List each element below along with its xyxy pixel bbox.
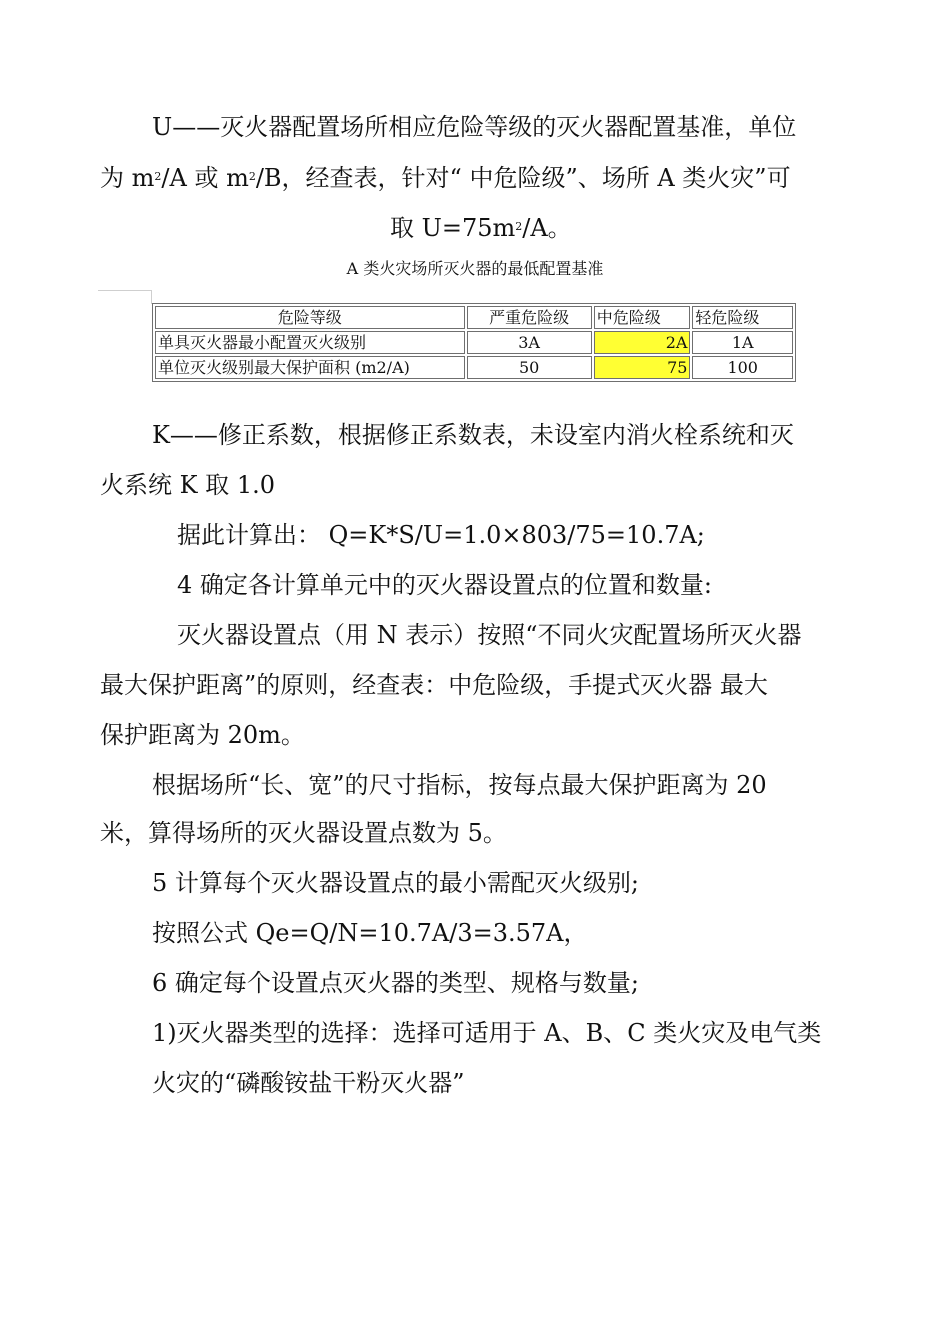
table-cell: 50 <box>467 356 592 379</box>
u2-part-a: 为 m <box>100 164 155 192</box>
highlighted-cell: 2A <box>594 331 691 354</box>
u2-part-b: /A 或 m <box>161 164 249 192</box>
table-corner-mark <box>151 290 152 304</box>
highlighted-cell: 75 <box>594 356 691 379</box>
paragraph-n-line3: 保护距离为 20m。 <box>100 721 305 749</box>
config-baseline-table <box>152 303 796 382</box>
paragraph-type-line1: 1)灭火器类型的选择：选择可适用于 A、B、C 类火灾及电气类 <box>152 1019 822 1047</box>
table-row <box>155 356 793 379</box>
table-cell: 100 <box>692 356 793 379</box>
header-cell: 危险等级 <box>155 306 465 329</box>
u3-part-b: /A。 <box>522 214 572 242</box>
table-cell: 单位灭火级别最大保护面积 (m2/A) <box>155 356 465 379</box>
step-4: 4 确定各计算单元中的灭火器设置点的位置和数量: <box>177 571 712 599</box>
superscript-2: 2 <box>154 170 162 183</box>
qe-formula: 按照公式 Qe=Q/N=10.7A/3=3.57A， <box>152 919 588 947</box>
paragraph-r-line1: 根据场所“长、宽”的尺寸指标，按每点最大保护距离为 20 <box>152 771 767 799</box>
superscript-2: 2 <box>515 220 523 233</box>
u3-part-a: 取 U=75m <box>390 214 516 242</box>
paragraph-type-line2: 火灾的“磷酸铵盐干粉灭火器” <box>152 1069 465 1097</box>
header-cell: 中危险级 <box>594 306 691 329</box>
paragraph-u-line3 <box>390 212 572 243</box>
u2-part-c: /B，经查表，针对“ 中危险级”、场所 A 类火灾”可 <box>255 164 791 192</box>
header-cell: 轻危险级 <box>692 306 793 329</box>
header-cell: 严重危险级 <box>467 306 592 329</box>
step-6: 6 确定每个设置点灭火器的类型、规格与数量; <box>152 969 639 997</box>
table-cell: 3A <box>467 331 592 354</box>
paragraph-u-line1: U——灭火器配置场所相应危险等级的灭火器配置基准，单位 <box>152 113 797 141</box>
calc-line: 据此计算出： Q=K*S/U=1.0×803/75=10.7A; <box>177 521 705 549</box>
paragraph-r-line2: 米，算得场所的灭火器设置点数为 5。 <box>100 819 507 847</box>
table-row <box>155 331 793 354</box>
table-corner-mark <box>98 290 152 291</box>
table-cell: 单具灭火器最小配置灭火级别 <box>155 331 465 354</box>
table-cell: 1A <box>692 331 793 354</box>
paragraph-n-line1: 灭火器设置点（用 N 表示）按照“不同火灾配置场所灭火器 <box>177 621 802 649</box>
paragraph-k-line2: 火系统 K 取 1.0 <box>100 471 275 499</box>
paragraph-n-line2: 最大保护距离”的原则，经查表：中危险级，手提式灭火器 最大 <box>100 671 768 699</box>
table-caption: A 类火灾场所灭火器的最低配置基准 <box>346 259 604 278</box>
superscript-2: 2 <box>248 170 256 183</box>
step-5: 5 计算每个灭火器设置点的最小需配灭火级别; <box>152 869 639 897</box>
paragraph-u-line2 <box>100 162 791 193</box>
table-header-row <box>155 306 793 329</box>
paragraph-k-line1: K——修正系数，根据修正系数表，未设室内消火栓系统和灭 <box>152 421 794 449</box>
